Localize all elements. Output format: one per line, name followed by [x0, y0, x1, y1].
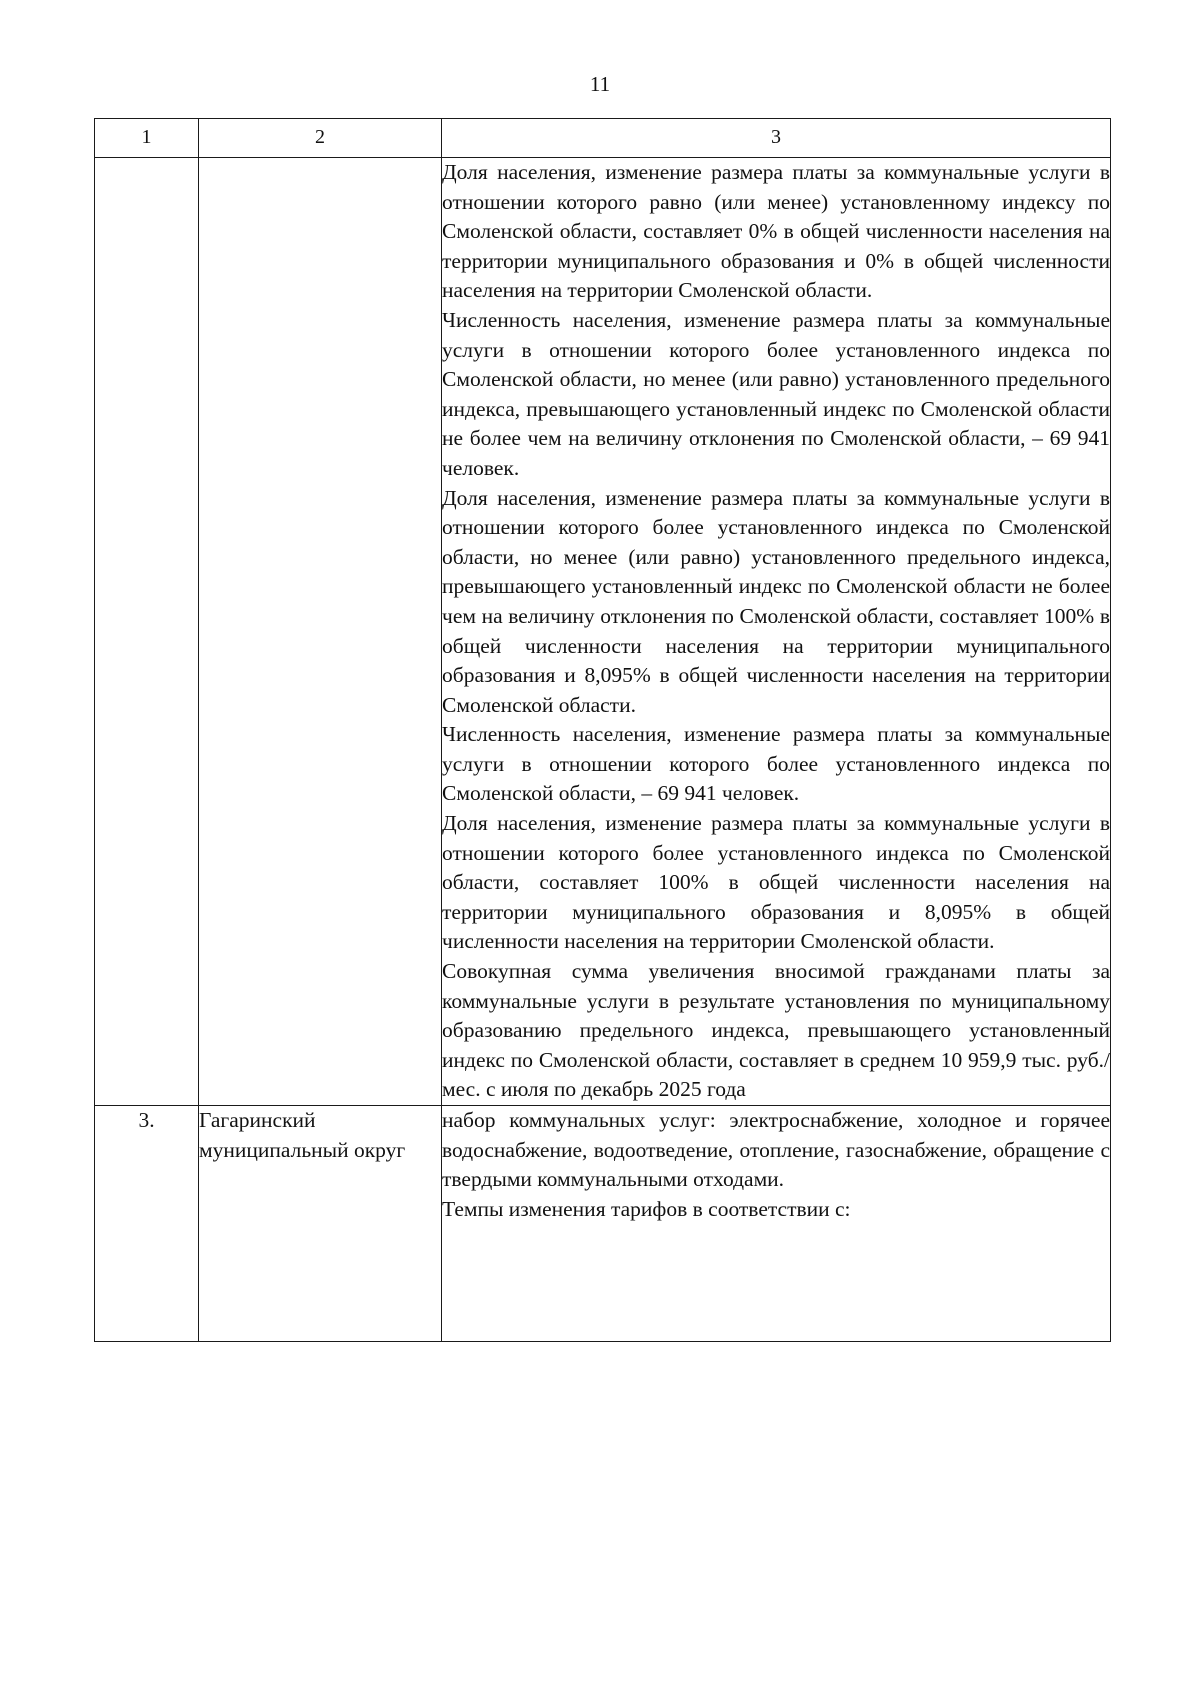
table-row-gagarinsky: [95, 1106, 1111, 1342]
paragraph-share-above-index: Доля населения, изменение размера платы за коммунальные услуги в отношении которого более установленного индекса по Смоленской области, составляет 100% в общей численности населения на территории муниципального образования и 8,095% в общей численности населения на территории Смоленской области.: [442, 811, 1110, 954]
row-number-cell-empty: [95, 158, 199, 1106]
paragraph-tariff-rates: Темпы изменения тарифов в соответствии с:: [442, 1196, 851, 1221]
indicators-table: [94, 118, 1111, 1342]
municipality-cell-empty: [199, 158, 442, 1106]
paragraph-population-above-index: Численность населения, изменение размера платы за коммунальные услуги в отношении которого более установленного индекса по Смоленской области, – 69 941 человек.: [442, 722, 1110, 806]
header-cell-1: 1: [95, 119, 199, 158]
paragraph-total-increase: Совокупная сумма увеличения вносимой гражданами платы за коммунальные услуги в результате установления по муниципальному образованию предельного индекса, превышающего установленный индекс по Смоленской области, составляет в среднем 10 959,9 тыс. руб./мес. с июля по декабрь 2025 года: [442, 959, 1110, 1102]
row-number-cell: 3.: [95, 1106, 199, 1342]
paragraph-share-equal-index: Доля населения, изменение размера платы за коммунальные услуги в отношении которого равно (или менее) установленному индексу по Смоленской области, составляет 0% в общей численности населения на территории муниципального образования и 0% в общей численности населения на территории Смоленской области.: [442, 160, 1110, 303]
header-cell-3: 3: [442, 119, 1111, 158]
paragraph-utility-set: набор коммунальных услуг: электроснабжение, холодное и горячее водоснабжение, водоотведение, отопление, газоснабжение, обращение с твердыми коммунальными отходами.: [442, 1108, 1110, 1192]
description-cell: [442, 1106, 1111, 1342]
paragraph-population-within-limit: Численность населения, изменение размера платы за коммунальные услуги в отношении которого более установленного индекса по Смоленской области, но менее (или равно) установленного предельного индекса, превышающего установленный индекс по Смоленской области не более чем на величину отклонения по Смоленской области, – 69 941 человек.: [442, 307, 1110, 480]
municipality-name-cell: Гагаринский муниципальный округ: [199, 1106, 442, 1342]
page-number: 11: [589, 72, 611, 96]
table-header-row: [95, 119, 1111, 158]
description-cell: [442, 158, 1111, 1106]
table-row-continuation: [95, 158, 1111, 1106]
paragraph-share-within-limit: Доля населения, изменение размера платы за коммунальные услуги в отношении которого более установленного индекса по Смоленской области, но менее (или равно) установленного предельного индекса, превышающего установленный индекс по Смоленской области не более чем на величину отклонения по Смоленской области, составляет 100% в общей численности населения на территории муниципального образования и 8,095% в общей численности населения на территории Смоленской области.: [442, 485, 1110, 717]
header-cell-2: 2: [199, 119, 442, 158]
